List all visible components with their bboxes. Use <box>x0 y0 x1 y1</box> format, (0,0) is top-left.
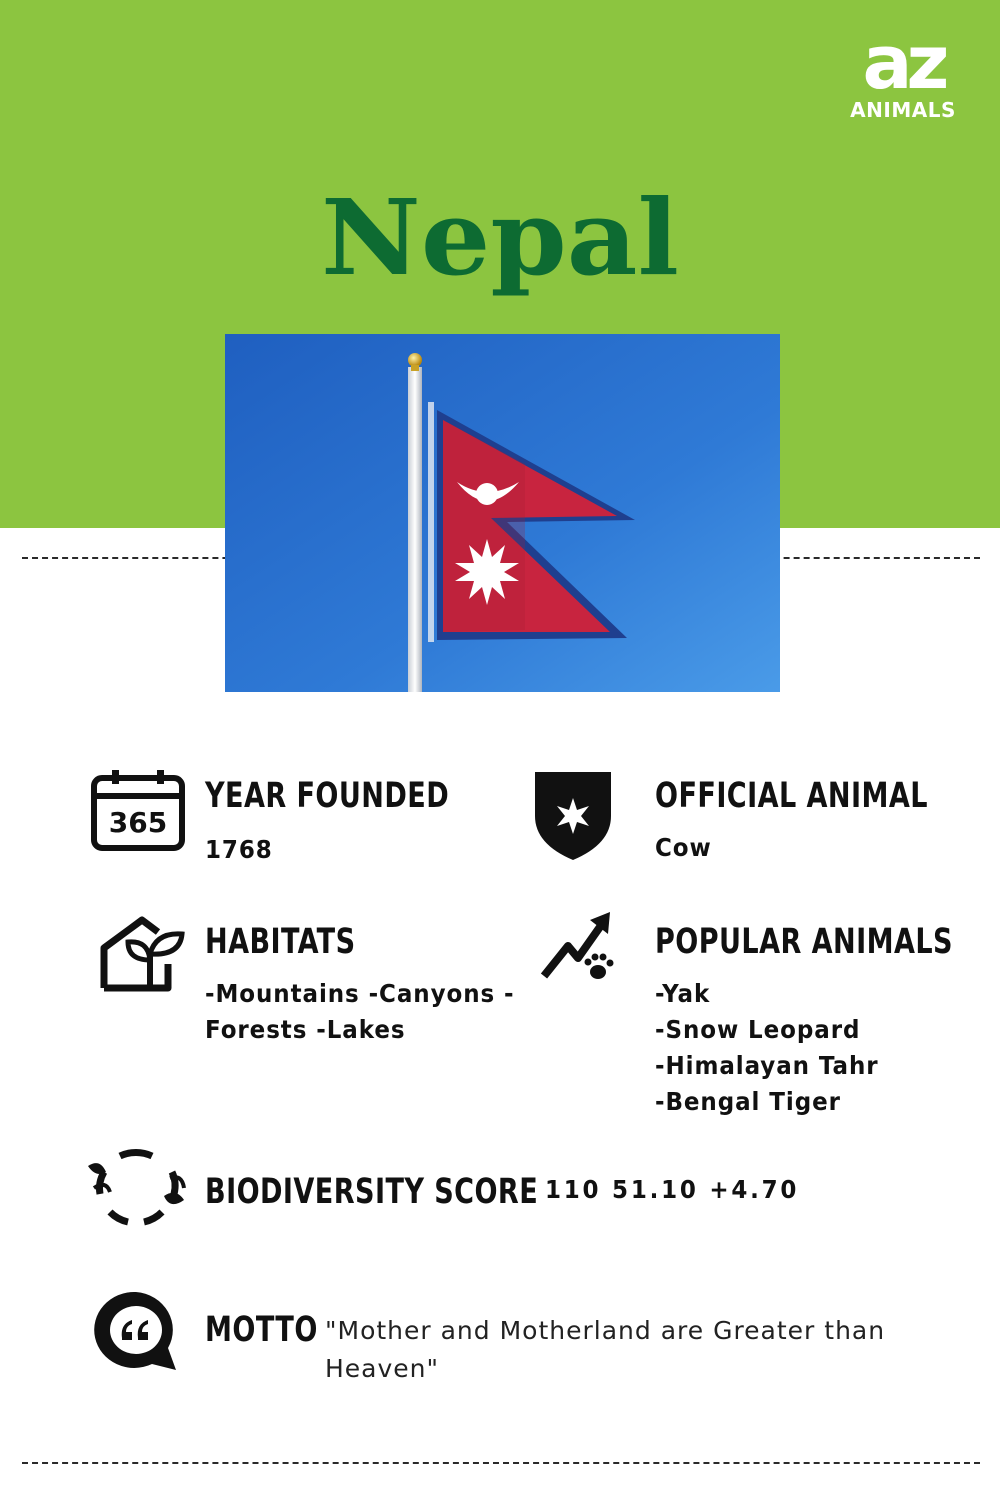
habitats-line: Forests -Lakes <box>205 1015 406 1044</box>
motto-value <box>325 1312 885 1388</box>
popular-animals-value <box>655 976 879 1120</box>
popular-animals-label: POPULAR ANIMALS <box>655 922 953 962</box>
calendar-365-icon <box>90 770 186 852</box>
popular-animal-item: -Yak <box>655 979 711 1008</box>
motto-line: "Mother and Motherland are Greater than <box>325 1316 886 1345</box>
habitats-line: -Mountains -Canyons - <box>205 979 515 1008</box>
motto-label: MOTTO <box>205 1310 318 1350</box>
popular-animal-item: -Bengal Tiger <box>655 1087 841 1116</box>
motto-line: Heaven" <box>325 1354 440 1383</box>
biodiversity-label: BIODIVERSITY SCORE <box>205 1172 539 1212</box>
year-founded-value: 1768 <box>205 835 273 864</box>
page-title: Nepal <box>321 176 679 299</box>
calendar-text: 365 <box>108 806 168 839</box>
official-animal-value: Cow <box>655 833 712 862</box>
leaf-cycle-icon <box>86 1148 186 1228</box>
habitats-value <box>205 976 515 1048</box>
official-animal-label: OFFICIAL ANIMAL <box>655 776 928 816</box>
az-animals-logo[interactable] <box>838 20 968 126</box>
biodiversity-value: 110 51.10 +4.70 <box>545 1175 800 1204</box>
logo-mark: az <box>862 20 944 106</box>
year-founded-label: YEAR FOUNDED <box>205 776 450 816</box>
shield-star-icon <box>535 772 611 860</box>
popular-animal-item: -Snow Leopard <box>655 1015 861 1044</box>
house-sprout-icon <box>98 914 186 992</box>
trend-paw-icon <box>540 910 616 984</box>
nepal-flag-photo <box>225 334 780 692</box>
logo-word: ANIMALS <box>850 98 956 122</box>
quote-bubble-icon <box>92 1288 182 1372</box>
divider-bottom <box>22 1462 980 1464</box>
popular-animal-item: -Himalayan Tahr <box>655 1051 879 1080</box>
habitats-label: HABITATS <box>205 922 356 962</box>
